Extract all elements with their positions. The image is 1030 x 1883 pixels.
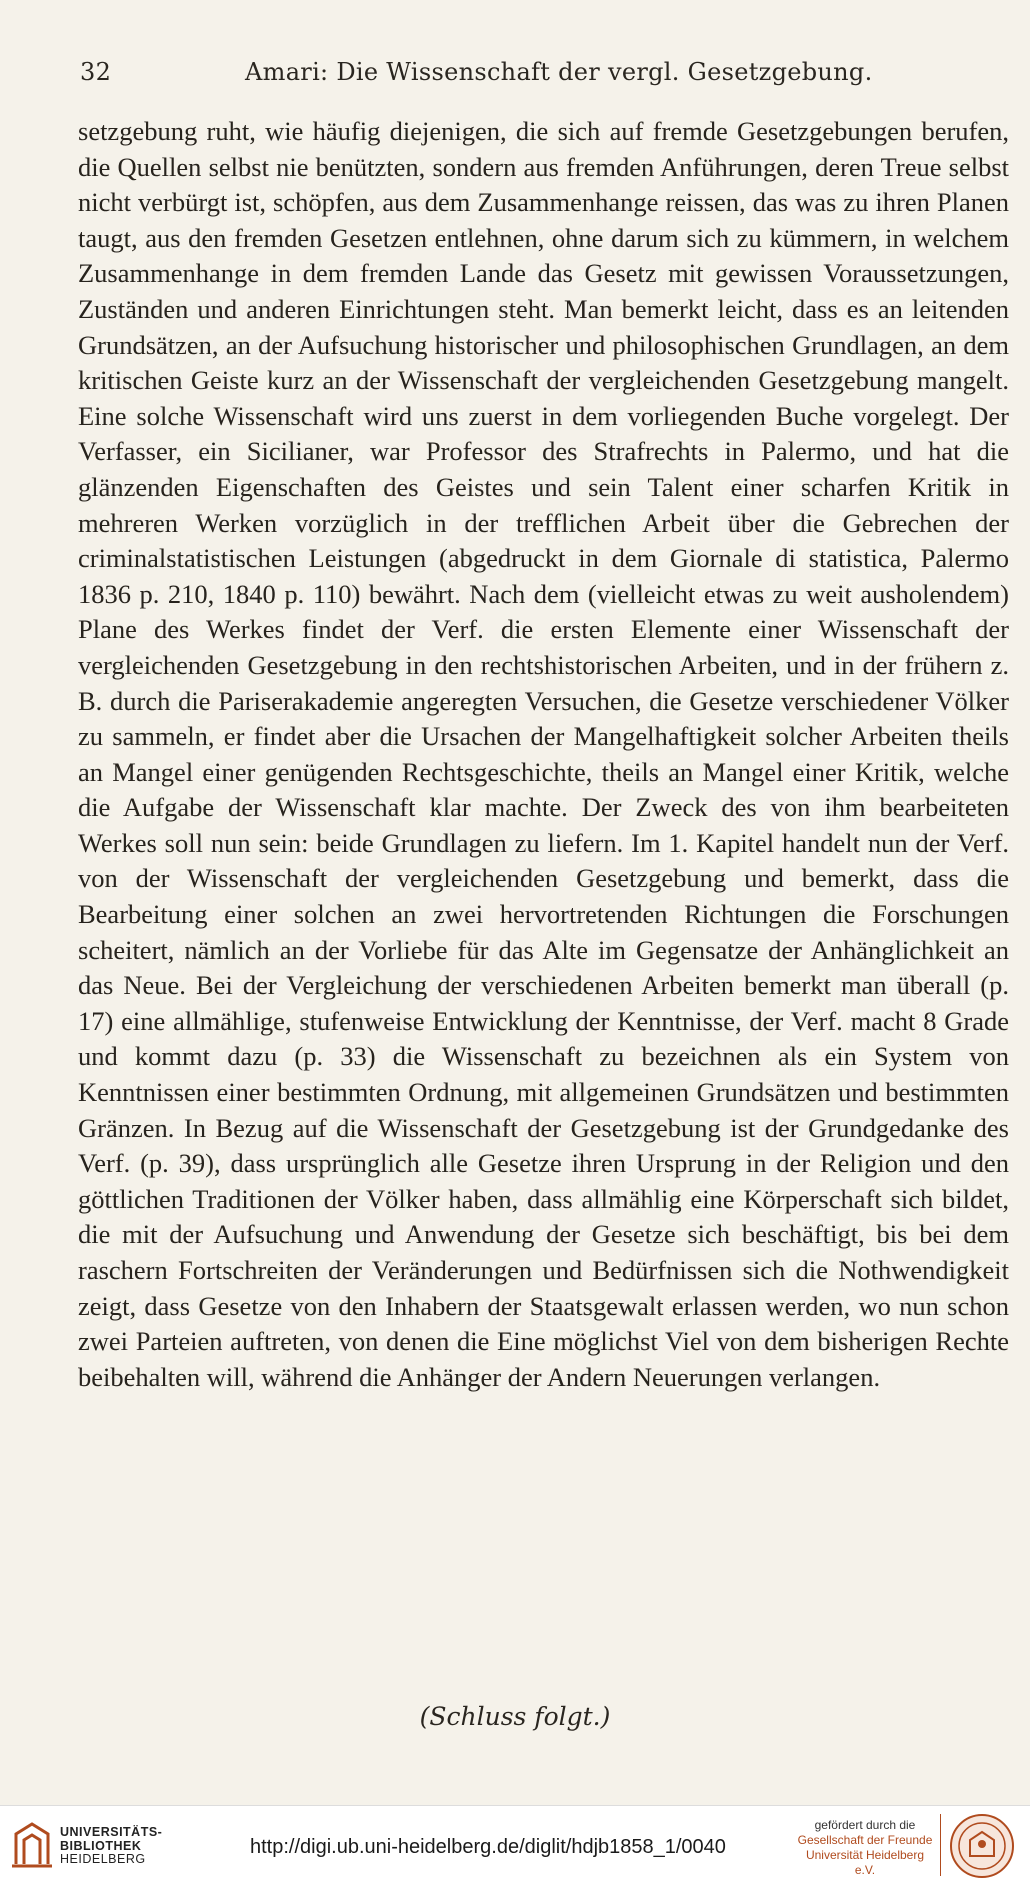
- funder-name-line: Universität Heidelberg e.V.: [805, 1848, 925, 1877]
- university-seal-icon: [948, 1812, 1016, 1880]
- library-logo-icon: [10, 1820, 54, 1870]
- library-name-line: HEIDELBERG: [60, 1852, 146, 1866]
- funded-by-label: gefördert durch die: [814, 1818, 916, 1832]
- body-text: [78, 114, 1009, 1395]
- footer-bar: [0, 1805, 1030, 1883]
- funder-name-line: Gesellschaft der Freunde: [797, 1833, 933, 1847]
- running-head: Amari: Die Wissenschaft der vergl. Gesetzgebung.: [245, 58, 873, 86]
- library-name: [60, 1826, 162, 1867]
- permalink-url[interactable]: http://digi.ub.uni-heidelberg.de/diglit/hdjb1858_1/0040: [250, 1836, 726, 1858]
- footer-divider: [940, 1814, 941, 1876]
- page-header: [80, 58, 990, 98]
- page-number: 32: [80, 58, 112, 86]
- library-name-line: UNIVERSITÄTS-: [60, 1825, 163, 1839]
- funder-note: [796, 1818, 934, 1878]
- body-paragraph: setzgebung ruht, wie häufig diejenigen, die sich auf fremde Gesetzgebungen berufen, die Quellen selbst nie benützten, sondern aus fremden Anführungen, deren Treue selbst nicht verbürgt ist, schöpfen, aus dem Zusammenhange reissen, das was zu ihren Planen taugt, aus den fremden Gesetzen entlehnen, ohne darum sich zu kümmern, in welchem Zusammenhange in dem fremden Lande das Gesetz mit gewissen Voraussetzungen, Zuständen und anderen Einrichtungen steht. Man bemerkt leicht, dass es an leitenden Grundsätzen, an der Aufsuchung historischer und philosophischen Grundlagen, an dem kritischen Geiste kurz an der Wissenschaft der vergleichenden Gesetzgebung mangelt. Eine solche Wissenschaft wird uns zuerst in dem vorliegenden Buche vorgelegt. Der Verfasser, ein Sicilianer, war Professor des Strafrechts in Palermo, und hat die glänzenden Eigenschaften des Geistes und sein Talent einer scharfen Kritik in mehreren Werken vorzüglich in der trefflichen Arbeit über die Gebrechen der criminalstatistischen Leistungen (abgedruckt in dem Giornale di statistica, Palermo 1836 p. 210, 1840 p. 110) bewährt. Nach dem (vielleicht etwas zu weit ausholendem) Plane des Werkes findet der Verf. die ersten Elemente einer Wissenschaft der vergleichenden Gesetzgebung in den rechtshistorischen Arbeiten, und in der frühern z. B. durch die Pariserakademie angeregten Versuchen, die Gesetze verschiedener Völker zu sammeln, er findet aber die Ursachen der Mangelhaftigkeit solcher Arbeiten theils an Mangel einer genügenden Rechtsgeschichte, theils an Mangel einer Kritik, welche die Aufgabe der Wissenschaft klar machte. Der Zweck des von ihm bearbeiteten Werkes soll nun sein: beide Grundlagen zu liefern. Im 1. Kapitel handelt nun der Verf. von der Wissenschaft der vergleichenden Gesetzgebung und bemerkt, dass die Bearbeitung einer solchen an zwei hervortretenden Richtungen die Forschungen scheitert, nämlich an der Vorliebe für das Alte im Gegensatze der Anhänglichkeit an das Neue. Bei der Vergleichung der verschiedenen Arbeiten bemerkt man überall (p. 17) eine allmählige, stufenweise Entwicklung der Kenntnisse, der Verf. macht 8 Grade und kommt dazu (p. 33) die Wissenschaft zu bezeichnen als ein System von Kenntnissen einer bestimmten Ordnung, mit allgemeinen Grundsätzen und bestimmten Gränzen. In Bezug auf die Wissenschaft der Gesetzgebung ist der Grundgedanke des Verf. (p. 39), dass ursprünglich alle Gesetze ihren Ursprung in der Religion und den göttlichen Traditionen der Völker haben, dass allmählig eine Körperschaft sich bildet, die mit der Aufsuchung und Anwendung der Gesetze sich beschäftigt, bis bei dem raschern Fortschreiten der Veränderungen und Bedürfnissen sich die Nothwendigkeit zeigt, dass Gesetze von den Inhabern der Staatsgewalt erlassen werden, wo nun schon zwei Parteien auftreten, von denen die Eine möglichst Viel von dem bisherigen Rechte beibehalten will, während die Anhänger der Andern Neuerungen verlangen.: [78, 116, 1009, 1392]
- library-name-line: BIBLIOTHEK: [60, 1838, 142, 1853]
- closing-note: (Schluss folgt.): [419, 1702, 611, 1731]
